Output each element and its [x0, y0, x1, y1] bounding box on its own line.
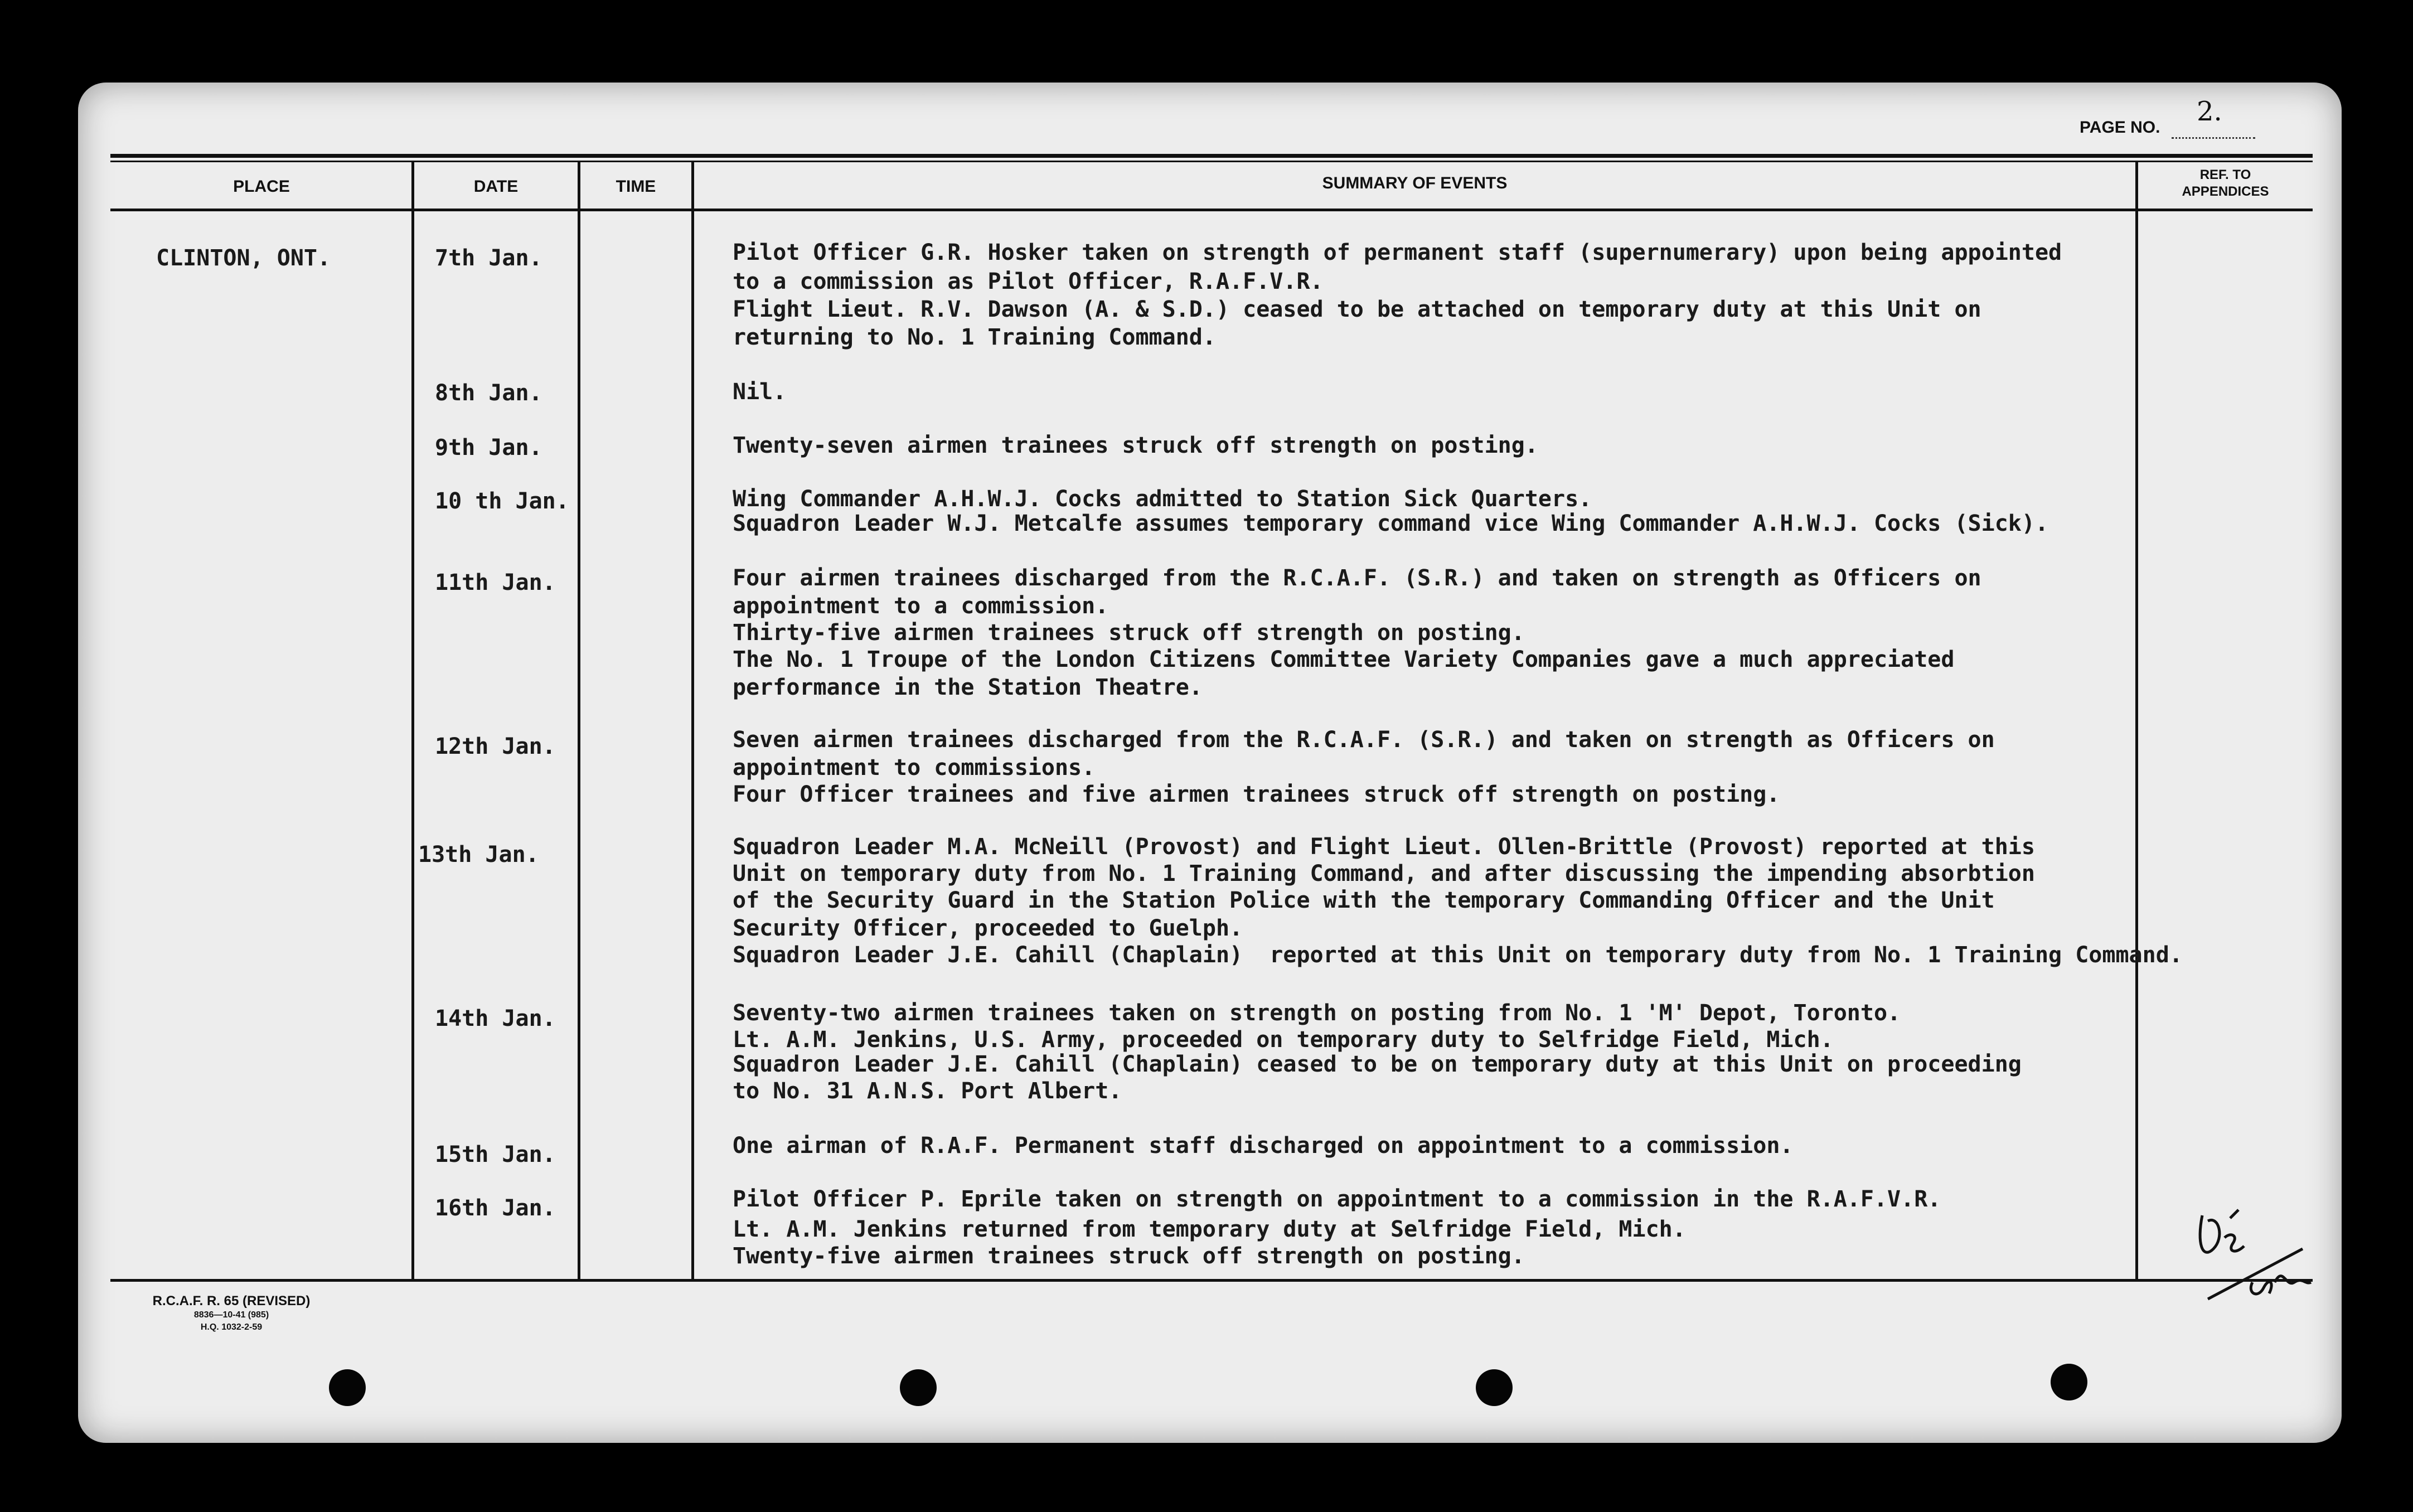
event-line: Seventy-two airmen trainees taken on strength on posting from No. 1 'M' Depot, Toronto.	[733, 1000, 1901, 1026]
date-cell: 14th Jan.	[435, 1006, 556, 1031]
event-line: Flight Lieut. R.V. Dawson (A. & S.D.) ceased to be attached on temporary duty at this Unit on	[733, 297, 1981, 322]
divider-time-summary	[691, 161, 694, 1281]
event-line: Seven airmen trainees discharged from the R.C.A.F. (S.R.) and taken on strength as Officers on	[733, 727, 1995, 753]
event-line: Squadron Leader M.A. McNeill (Provost) and Flight Lieut. Ollen-Brittle (Provost) reported at this	[733, 834, 2035, 860]
event-line: returning to No. 1 Training Command.	[733, 324, 1216, 350]
date-cell: 15th Jan.	[435, 1142, 556, 1167]
date-cell: 8th Jan.	[435, 380, 542, 406]
event-line: Pilot Officer P. Eprile taken on strength on appointment to a commission in the R.A.F.V.R.	[733, 1186, 1941, 1212]
event-line: Security Officer, proceeded to Guelph.	[733, 915, 1243, 941]
event-line: to No. 31 A.N.S. Port Albert.	[733, 1078, 1122, 1104]
event-line: The No. 1 Troupe of the London Citizens Committee Variety Companies gave a much appreciated	[733, 647, 1955, 672]
page-number-underline	[2172, 137, 2255, 139]
event-line: Twenty-seven airmen trainees struck off strength on posting.	[733, 433, 1538, 458]
header-time: TIME	[616, 177, 656, 196]
event-line: Unit on temporary duty from No. 1 Training Command, and after discussing the impending absorbtion	[733, 861, 2035, 886]
place-cell: CLINTON, ONT.	[156, 245, 331, 271]
event-line: Pilot Officer G.R. Hosker taken on strength of permanent staff (supernumerary) upon being appointed	[733, 240, 2062, 265]
event-line: Thirty-five airmen trainees struck off strength on posting.	[733, 620, 1525, 646]
event-line: Twenty-five airmen trainees struck off strength on posting.	[733, 1243, 1525, 1269]
form-number-line2: 8836—10-41 (985)	[193, 1310, 269, 1320]
date-cell: 7th Jan.	[435, 245, 542, 271]
event-line: Squadron Leader J.E. Cahill (Chaplain) ceased to be on temporary duty at this Unit on proceeding	[733, 1051, 2022, 1077]
event-line: Nil.	[733, 379, 787, 405]
event-line: Four Officer trainees and five airmen trainees struck off strength on posting.	[733, 782, 1780, 807]
date-cell: 10 th Jan.	[435, 488, 569, 514]
event-line: performance in the Station Theatre.	[733, 675, 1203, 700]
event-line: Wing Commander A.H.W.J. Cocks admitted to Station Sick Quarters.	[733, 486, 1592, 512]
date-cell: 16th Jan.	[435, 1195, 556, 1221]
event-line: to a commission as Pilot Officer, R.A.F.V.R.	[733, 269, 1324, 294]
event-line: Lt. A.M. Jenkins returned from temporary duty at Selfridge Field, Mich.	[733, 1217, 1686, 1242]
binder-hole	[900, 1369, 937, 1406]
date-cell: 9th Jan.	[435, 435, 542, 461]
header-place: PLACE	[233, 177, 290, 196]
page-number-value: 2.	[2197, 96, 2222, 127]
table-top-rule-2	[110, 161, 2313, 162]
event-line: appointment to commissions.	[733, 755, 1096, 781]
divider-date-time	[578, 161, 580, 1281]
header-ref-line1: REF. TO	[2199, 167, 2251, 182]
header-ref-line2: APPENDICES	[2182, 184, 2269, 199]
binder-hole	[1476, 1369, 1513, 1406]
handwritten-initials	[2191, 1199, 2336, 1321]
form-number-line3: H.Q. 1032-2-59	[200, 1322, 263, 1332]
event-line: appointment to a commission.	[733, 593, 1109, 619]
page-number-label: PAGE NO.	[2080, 118, 2160, 137]
event-line: Squadron Leader J.E. Cahill (Chaplain) reported at this Unit on temporary duty from No. 1 Training Command.	[733, 942, 2183, 968]
table-top-rule	[110, 154, 2313, 158]
event-line: Four airmen trainees discharged from the R.C.A.F. (S.R.) and taken on strength as Officers on	[733, 565, 1981, 591]
divider-summary-ref	[2135, 161, 2138, 1281]
event-line: Squadron Leader W.J. Metcalfe assumes temporary command vice Wing Commander A.H.W.J. Cocks (Sick).	[733, 511, 2049, 536]
date-cell: 11th Jan.	[435, 570, 556, 595]
form-number-line1: R.C.A.F. R. 65 (REVISED)	[152, 1293, 311, 1309]
date-cell: 13th Jan.	[418, 842, 539, 868]
table-bottom-rule	[110, 1279, 2313, 1282]
date-cell: 12th Jan.	[435, 734, 556, 759]
binder-hole	[329, 1369, 366, 1406]
binder-hole	[2051, 1364, 2087, 1400]
header-summary: SUMMARY OF EVENTS	[1322, 174, 1508, 192]
header-bottom-rule	[110, 209, 2313, 211]
header-date: DATE	[473, 177, 519, 196]
event-line: One airman of R.A.F. Permanent staff discharged on appointment to a commission.	[733, 1133, 1794, 1159]
event-line: of the Security Guard in the Station Police with the temporary Commanding Officer and the Unit	[733, 888, 1995, 913]
event-line: Lt. A.M. Jenkins, U.S. Army, proceeded on temporary duty to Selfridge Field, Mich.	[733, 1027, 1834, 1053]
form-number	[114, 1293, 348, 1334]
divider-place-date	[411, 161, 414, 1281]
